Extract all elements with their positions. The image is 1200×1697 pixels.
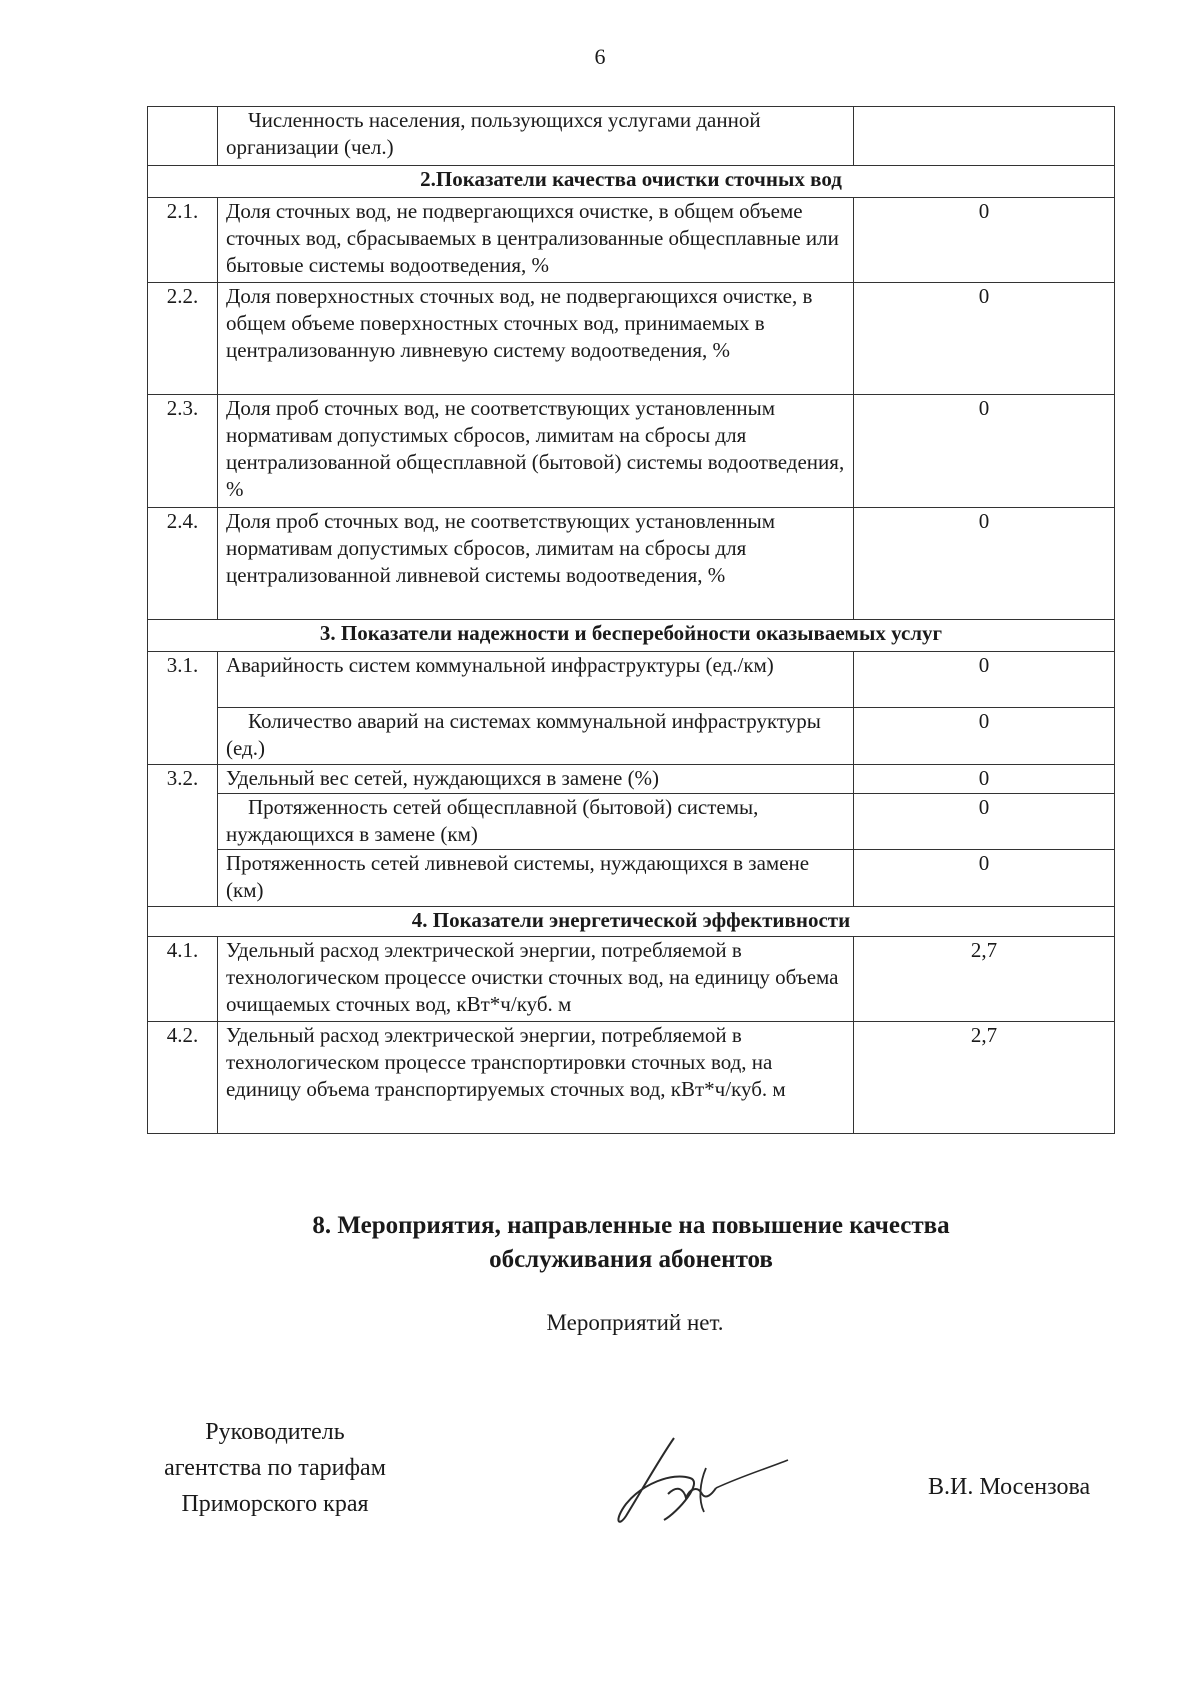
indicator-text: Доля поверхностных сточных вод, не подвергающихся очистке, в общем объеме поверхностных сточных вод, принимаемых в централизованную ливневую систему водоотведения, % <box>218 283 854 395</box>
indicator-text: Протяженность сетей общесплавной (бытовой) системы, нуждающихся в замене (км) <box>218 794 854 850</box>
indicator-text: Протяженность сетей ливневой системы, нуждающихся в замене (км) <box>218 850 854 907</box>
measures-text: Мероприятий нет. <box>546 1310 724 1335</box>
signer-title-line: агентства по тарифам <box>164 1455 386 1481</box>
indicator-text: Аварийность систем коммунальной инфраструктуры (ед./км) <box>218 652 854 708</box>
measures-heading-line: 8. Мероприятия, направленные на повышение качества <box>312 1212 950 1239</box>
section-row <box>148 907 1115 937</box>
signer-title-line: Приморского края <box>181 1491 369 1517</box>
row-number: 3.2. <box>148 765 218 907</box>
handwritten-signature <box>612 1420 792 1530</box>
signer-title <box>140 1414 410 1522</box>
indicator-value: 2,7 <box>854 1022 1115 1134</box>
table-row <box>148 508 1115 620</box>
table-row <box>148 283 1115 395</box>
table-row <box>148 1022 1115 1134</box>
page-number: 6 <box>594 44 606 69</box>
indicator-text: Доля сточных вод, не подвергающихся очистке, в общем объеме сточных вод, сбрасываемых в централизованные общесплавные или бытовые системы водоотведения, % <box>218 198 854 283</box>
indicator-text: Удельный расход электрической энергии, потребляемой в технологическом процессе очистки сточных вод, на единицу объема очищаемых сточных вод, кВт*ч/куб. м <box>218 937 854 1022</box>
section-title: 3. Показатели надежности и бесперебойности оказываемых услуг <box>148 620 1115 652</box>
indicator-text: Удельный вес сетей, нуждающихся в замене (%) <box>218 765 854 794</box>
indicator-text: Удельный расход электрической энергии, потребляемой в технологическом процессе транспортировки сточных вод, на единицу объема транспортируемых сточных вод, кВт*ч/куб. м <box>218 1022 854 1134</box>
table-row <box>148 198 1115 283</box>
indicator-value: 0 <box>854 198 1115 283</box>
table-row <box>148 850 1115 907</box>
measures-heading-line: обслуживания абонентов <box>489 1246 773 1273</box>
section-row <box>148 166 1115 198</box>
indicator-value: 0 <box>854 508 1115 620</box>
measures-heading <box>0 1209 1200 1277</box>
indicator-text: Количество аварий на системах коммунальной инфраструктуры (ед.) <box>218 708 854 765</box>
table-row <box>148 652 1115 708</box>
signer-title-line: Руководитель <box>205 1419 345 1445</box>
indicator-text: Численность населения, пользующихся услугами данной организации (чел.) <box>218 107 854 166</box>
section-title: 4. Показатели энергетической эффективности <box>148 907 1115 937</box>
row-number: 3.1. <box>148 652 218 765</box>
row-number: 2.4. <box>148 508 218 620</box>
indicator-value: 0 <box>854 765 1115 794</box>
indicator-value: 0 <box>854 283 1115 395</box>
table-row <box>148 794 1115 850</box>
indicator-value: 0 <box>854 395 1115 508</box>
indicator-text: Доля проб сточных вод, не соответствующих установленным нормативам допустимых сбросов, лимитам на сбросы для централизованной общесплавной (бытовой) системы водоотведения, % <box>218 395 854 508</box>
row-number: 4.2. <box>148 1022 218 1134</box>
indicator-value: 0 <box>854 850 1115 907</box>
table-row <box>148 937 1115 1022</box>
table-row <box>148 107 1115 166</box>
row-number: 2.3. <box>148 395 218 508</box>
indicator-text: Доля проб сточных вод, не соответствующих установленным нормативам допустимых сбросов, лимитам на сбросы для централизованной ливневой системы водоотведения, % <box>218 508 854 620</box>
indicators-table <box>147 106 1115 1134</box>
row-number <box>148 107 218 166</box>
indicator-value: 2,7 <box>854 937 1115 1022</box>
signer-name: В.И. Мосензова <box>928 1474 1091 1500</box>
table-row <box>148 708 1115 765</box>
row-number: 2.2. <box>148 283 218 395</box>
section-row <box>148 620 1115 652</box>
indicator-value <box>854 107 1115 166</box>
table-row <box>148 765 1115 794</box>
table-row <box>148 395 1115 508</box>
section-title: 2.Показатели качества очистки сточных вод <box>148 166 1115 198</box>
indicator-value: 0 <box>854 708 1115 765</box>
row-number: 2.1. <box>148 198 218 283</box>
indicator-value: 0 <box>854 652 1115 708</box>
indicator-value: 0 <box>854 794 1115 850</box>
row-number: 4.1. <box>148 937 218 1022</box>
